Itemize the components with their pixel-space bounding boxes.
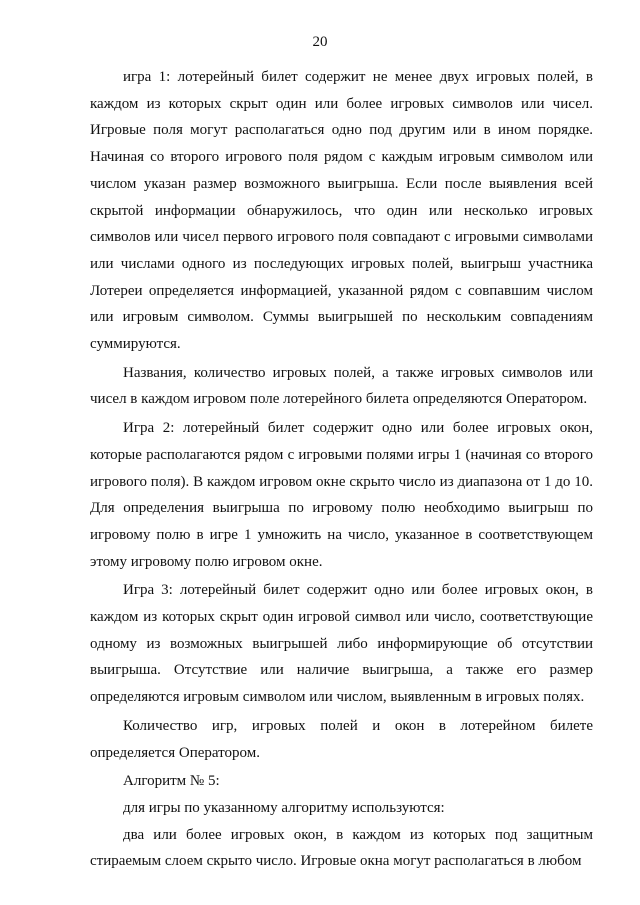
paragraph-game-3: Игра 3: лотерейный билет содержит одно или более игровых окон, в каждом из которых скрыт один игровой символ или число, соответствующие одному из возможных выигрышей либо информирующие об отсутствии выигрыша. Отсутствие или наличие выигрыша, а также его размер определяются игровым символом или числом, выявленным в игровых полях. — [90, 582, 593, 706]
document-body — [90, 64, 593, 875]
paragraph-names-and-count: Названия, количество игровых полей, а также игровых символов или чисел в каждом игровом поле лотерейного билета определяются Оператором. — [90, 364, 593, 408]
paragraph-game-2: Игра 2: лотерейный билет содержит одно или более игровых окон, которые располагаются рядом с игровыми полями игры 1 (начиная со второго игрового поля). В каждом игровом окне скрыто число из диапазона от 1 до 10. Для определения выигрыша по игровому полю необходимо выигрыш по игровому полю в игре 1 умножить на число, указанное в соответствующем этому игровому полю игровом окне. — [90, 420, 593, 570]
paragraph-games-count: Количество игр, игровых полей и окон в лотерейном билете определяется Оператором. — [90, 717, 593, 761]
page-number: 20 — [312, 34, 328, 50]
paragraph-algorithm-intro: для игры по указанному алгоритму используются: — [123, 799, 445, 816]
paragraph-algorithm-heading: Алгоритм № 5: — [123, 773, 220, 790]
paragraph-game-1: игра 1: лотерейный билет содержит не менее двух игровых полей, в каждом из которых скрыт один или более игровых символов или чисел. Игровые поля могут располагаться одно под другим или в ином порядке. Начиная со второго игрового поля рядом с каждым игровым символом или числом указан размер возможного выигрыша. Если после выявления всей скрытой информации обнаружилось, что один или несколько игровых символов или чисел первого игрового поля совпадают с игровыми символами или числами одного из последующих игровых полей, выигрыш участника Лотереи определяется информацией, указанной рядом с совпавшим числом или игровым символом. Суммы выигрышей по нескольким совпадениям суммируются. — [90, 69, 593, 353]
paragraph-game-windows: два или более игровых окон, в каждом из которых под защитным стираемым слоем скрыто число. Игровые окна могут располагаться в любом — [90, 826, 593, 870]
